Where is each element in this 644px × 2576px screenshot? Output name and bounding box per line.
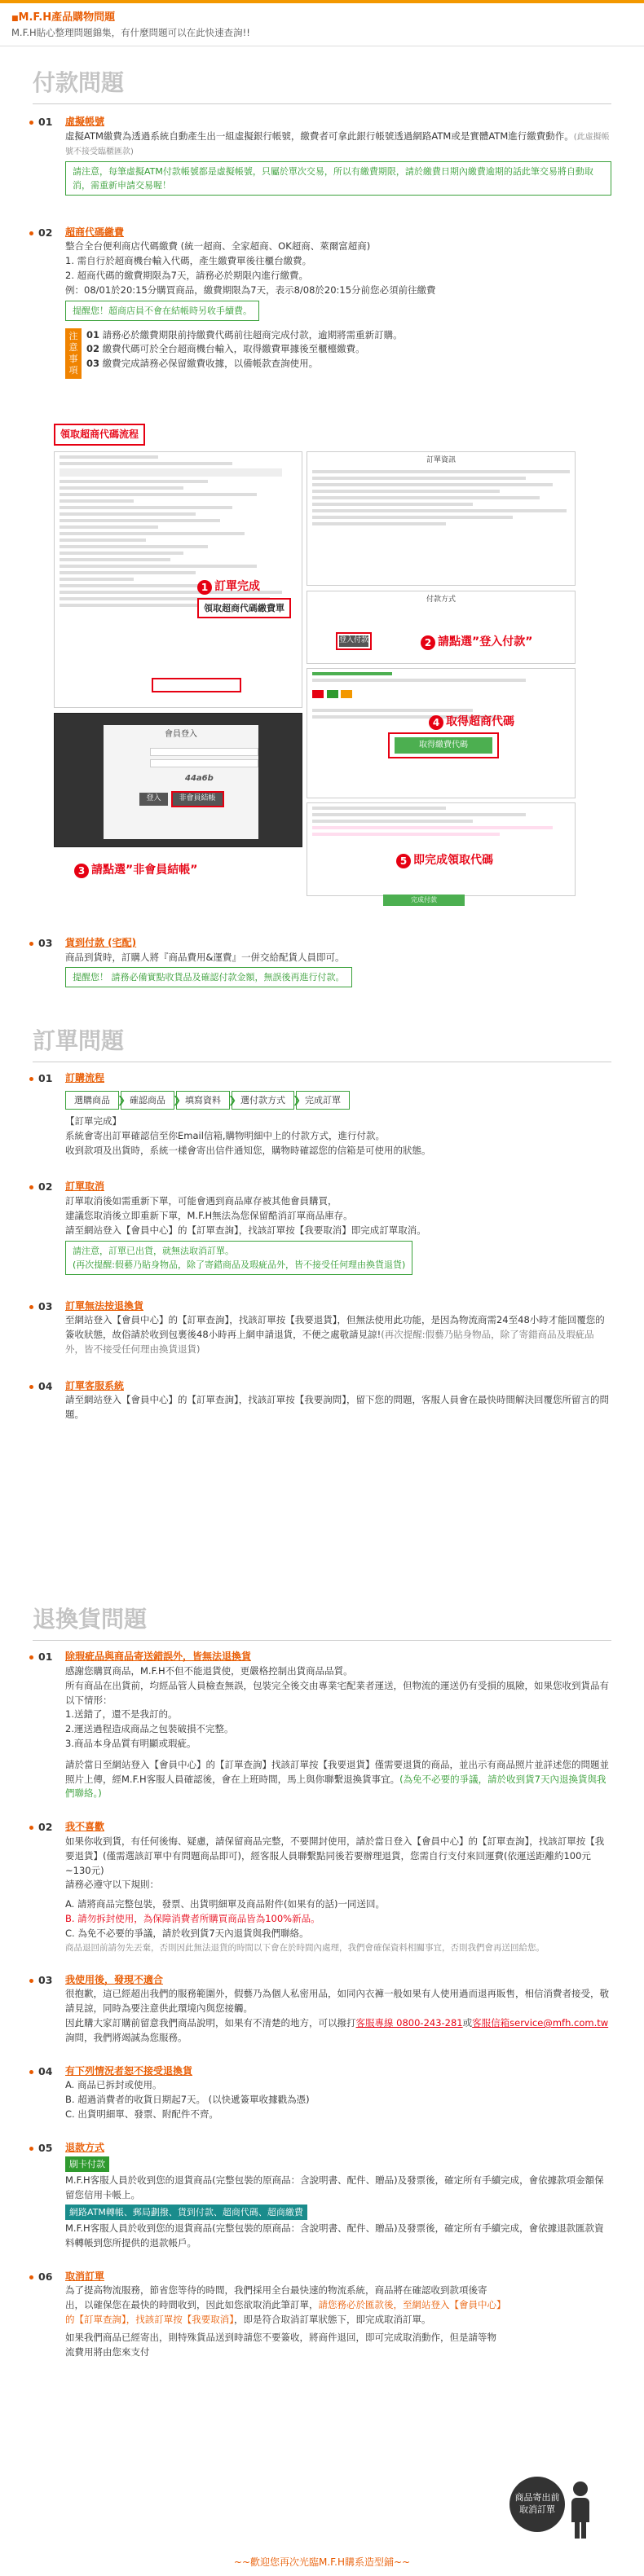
returns-item-2: [38, 1819, 611, 1954]
email-link[interactable]: 客服信箱service@mfh.com.tw: [472, 2017, 609, 2029]
item-title: 有下列情況者恕不接受退換貨: [65, 2064, 193, 2077]
warning-box: 注意事項 01 請務必於繳費期限前持繳費代碼前往超商完成付款，逾期將需重新訂購。 02 繳費代碼可於全台超商機台輸入，取得繳費單據後至櫃檯繳費。 03 繳費完成請務必保留繳費收據，以備帳款查詢使用。: [65, 328, 611, 379]
item-number: 05: [29, 2140, 52, 2156]
warning-line: 請務必於繳費期限前持繳費代碼前往超商完成付款，逾期將需重新訂購。: [102, 328, 403, 341]
item-note: 請注意，訂單已出貨，就無法取消訂單。 (再次提醒:假藝乃貼身物品，除了寄錯商品及瑕疵品外，皆不接受任何理由換貨退貨): [65, 1241, 412, 1275]
get-code-button[interactable]: 取得繳費代碼: [395, 737, 492, 754]
item-line: 訂單取消後如需重新下單，可能會遇到商品庫存被其他會員購買，: [65, 1195, 337, 1207]
person-body-icon: [571, 2498, 589, 2522]
rule: A. 請將商品完整包裝，發票、出貨明細單及商品附件(如果有的話)一同送回。: [65, 1898, 385, 1910]
rule: C. 為免不必要的爭議，請於收到貨7天內退貨與我們聯絡。: [65, 1927, 309, 1939]
credit-card-label: 刷卡付款: [65, 2156, 109, 2172]
item-text: 如果我們商品已經寄出，則特殊貨品送到時請您不要簽收，將商件退回，即可完成取消動作，但是請等物流費用將由您來支付: [65, 2331, 496, 2358]
item-number: 06: [29, 2269, 52, 2284]
item-title: 訂單無法按退換貨: [65, 1299, 144, 1312]
item-number: 02: [29, 1819, 52, 1835]
payment-method-panel: 付款方式: [307, 591, 576, 664]
item-text: 因此購大家訂購前留意我們商品說明，如果有不清楚的地方，可以撥打: [65, 2017, 356, 2029]
callout-complete: 5 即完成領取代碼: [396, 852, 493, 870]
footer-text: ~~歡迎您再次光臨M.F.H購系造型鋪~~: [233, 2556, 411, 2568]
orders-item-1: [38, 1070, 611, 1158]
transfer-label: 網路ATM轉帳、郵局劃撥、貨到付款、超商代碼、超商繳費: [65, 2205, 307, 2220]
callout-guest: 3 請點選”非會員結帳”: [74, 862, 197, 880]
item-title: 除瑕疵品與商品寄送錯誤外，皆無法退換貨: [65, 1651, 252, 1663]
person-head-icon: [573, 2481, 588, 2496]
item-note: 提醒您！超商店員不會在結帳時另收手續費。: [65, 301, 259, 321]
guest-checkout-button[interactable]: 非會員結帳: [173, 793, 223, 806]
item-line: 整合全台便利商店代碼繳費 (統一超商、全家超商、OK超商、萊爾富超商): [65, 240, 371, 253]
orders-item-4: [38, 1378, 611, 1422]
item-line: 1.送錯了，還不是我訂的。: [65, 1708, 178, 1721]
callout-get-code: 4 取得超商代碼: [429, 714, 514, 732]
login-modal: 會員登入 44a6b 登入 非會員結帳: [54, 713, 302, 847]
section-title-orders: 訂單問題: [33, 1018, 611, 1062]
item-line: 感謝您購買商品，M.F.H不但不能退貨使，更嚴格控制出貨商品品質。: [65, 1664, 353, 1677]
item-line: 2. 超商代碼的繳費期限為7天，請務必於期限內進行繳費。: [65, 269, 308, 281]
item-line: 2.運送過程造成商品之包裝破損不完整。: [65, 1723, 234, 1735]
item-note: 請注意，每筆虛擬ATM付款帳號都是虛擬帳號，只屬於單次交易，所以有繳費期限，請於繳費日期內繳費逾期的話此筆交易將自動取消，需重新申請交易喔！: [65, 161, 611, 196]
item-title: 虛擬帳號: [65, 116, 105, 128]
warning-line: 繳費代碼可於全台超商機台輸入，取得繳費單據後至櫃檯繳費。: [102, 343, 365, 355]
returns-item-6: 06 取消訂單 為了提高物流服務，節省您等待的時間，我們採用全台最快速的物流系統，商品將在確認收到款項後寄出，以確保您在最快的時間收到，因此如您欲取消此筆訂單，請您務必於匯款後，至網站登入【會員中心】的【訂單查詢】，找該訂單按【我要取消】，即是符合取消訂單狀態下，即完成取消訂單。 如果我們商品已經寄出，則特殊貨品送到時請您不要簽收，將商件退回，即可完成取消動作，但是請等物流費用將由您來支付: [65, 2269, 505, 2360]
item-number: 01: [29, 1070, 52, 1086]
order-complete-panel: [54, 451, 302, 708]
item-number: 03: [29, 1972, 52, 1988]
section-title-returns: 退換貨問題: [33, 1597, 611, 1641]
orders-item-3: [38, 1299, 611, 1357]
code-flow-illustration: [54, 424, 576, 896]
item-text-highlight: 請您務必於匯款後，至網站登入【會員中心】的【訂單查詢】，找該訂單按【我要取消】: [65, 2299, 501, 2325]
rule: C. 出貨明細單、發票、附配件不齊。: [65, 2108, 218, 2120]
returns-item-5: [38, 2140, 611, 2251]
item-text: 請至網站登入【會員中心】的【訂單查詢】，找該訂單按【我要詢問】，留下您的問題，客服人員會在最快時間解決回覆您所留言的問題。: [65, 1394, 609, 1421]
returns-item-4: [38, 2064, 611, 2122]
callout-get-code-box: 領取超商代碼繳費單: [197, 598, 291, 618]
item-foot: 商品退回前請勿先丟棄，否則因此無法退貨的時間以下會在於時間內處理，我們會確保資料相關事宜，否則我們會再送回給您。: [65, 1942, 545, 1953]
warning-label: 注意事項: [65, 328, 82, 379]
page-header: [0, 3, 644, 46]
item-text: 為了提高物流服務，節省您等待的時間，我們採用全台最快速的物流系統，商品將在確認收到款項後寄出，以確保您在最快的時間收到，因此如您欲取消此筆訂單，: [65, 2284, 487, 2311]
cancel-order-illustration: [509, 2477, 599, 2542]
item-text: 如果你收到貨，有任何後悔、疑慮，請保留商品完整，不要開封使用，請於當日登入【會員中心】的【訂單查詢】，找該訂單按【我要退貨】(僅需選該訂單中有問題商品即可)，經客服人員聯繫點同後若要辦理退貨，您需自行支付來回運費(依運送距離約100元~130元): [65, 1835, 605, 1876]
item-number: 01: [29, 1649, 52, 1664]
order-steps: [65, 1091, 611, 1110]
item-title: 超商代碼繳費: [65, 226, 125, 238]
item-line: 例：08/01於20:15分購買商品，繳費期限為7天，表示8/08於20:15分前您必須前往繳費: [65, 284, 436, 296]
item-text: 請於當日至網站登入【會員中心】的【訂單查詢】找該訂單按【我要退貨】僅需要退貨的商品，並出示有商品照片並詳述您的問題並照片上傳，經M.F.H客服人員確認後，會在上班時間，馬上與你聯繫退換貨事宜。: [65, 1758, 609, 1785]
rule: A. 商品已拆封或使用。: [65, 2079, 162, 2091]
item-line: 請至網站登入【會員中心】的【訂單查詢】，找該訂單按【我要取消】即完成訂單取消。: [65, 1224, 426, 1236]
item-line: 3.商品本身品質有明顯或瑕疵。: [65, 1738, 196, 1750]
item-text: M.F.H客服人員於收到您的退貨商品(完整包裝的原商品：含說明書、配件、贈品)及發票後，確定所有手續完成，會依據退款匯款資料轉帳到您所提供的退款帳戶。: [65, 2222, 604, 2249]
item-line: 所有商品在出貨前，均經品管人員檢查無誤，包裝完全後交由專業宅配業者運送，但物流的運送仍有受損的風險，如果您收到貨品有以下情形：: [65, 1679, 609, 1706]
item-text: 商品到貨時，訂購人將『商品費用&運費』一併交給配貨人員即可。: [65, 951, 345, 963]
orders-section: [0, 1018, 644, 1422]
item-text-green: (為免不必要的爭議，請於收到貨7天內退換貨與我們聯絡。): [65, 1773, 607, 1800]
item-text-small: (此虛擬帳號不接受臨櫃匯款): [65, 132, 610, 156]
item-number: 03: [29, 935, 52, 951]
complete-payment-button[interactable]: 完成付款: [383, 895, 465, 906]
page-title: ■ M.F.H產品購物問題: [11, 10, 633, 26]
payment-item-3: [38, 935, 611, 990]
item-number: 01: [29, 114, 52, 130]
step: 填寫資料 ❯: [176, 1091, 230, 1110]
item-line: 建議您取消後立即重新下單，M.F.H無法為您保留酷消訂單商品庫存。: [65, 1209, 353, 1221]
callout-login-pay: 2 請點選”登入付款”: [421, 634, 532, 652]
payment-section: [0, 60, 644, 379]
item-number: 02: [29, 225, 52, 240]
phone-link[interactable]: 客服專線 0800-243-281: [355, 2017, 463, 2029]
step: 完成訂單: [296, 1091, 350, 1110]
item-text: M.F.H客服人員於收到您的退貨商品(完整包裝的原商品：含說明書、配件、贈品)及發票後，確定所有手續完成，會依據款項金額保留您信用卡帳上。: [65, 2174, 604, 2201]
item-title: 我使用後，發現不適合: [65, 1973, 164, 1985]
rule: B. 超過消費者的收貨日期起7天。 (以快遞簽單收據戳為憑): [65, 2094, 310, 2106]
step: 選付款方式 ❯: [232, 1091, 294, 1110]
item-number: 04: [29, 1378, 52, 1394]
item-subtitle: 【訂單完成】: [65, 1115, 121, 1128]
item-title: 貨到付款 (宅配): [65, 937, 137, 948]
item-number: 04: [29, 2064, 52, 2079]
item-title: 我不喜歡: [65, 1821, 105, 1833]
callout-order-complete: 1 訂單完成: [197, 578, 260, 596]
item-title: 退款方式: [65, 2141, 105, 2153]
returns-section: [0, 1597, 644, 2359]
order-info-panel: 訂單資訊: [307, 451, 576, 586]
flow-label: 領取超商代碼流程: [54, 424, 145, 446]
item-title: 訂單取消: [65, 1180, 105, 1193]
payment-item-1: [38, 114, 611, 195]
warning-line: 繳費完成請務必保留繳費收據，以備帳款查詢使用。: [102, 358, 319, 370]
payment-item-2: [38, 225, 611, 379]
returns-item-3: 03 我使用後，發現不適合 很抱歉，這已經超出我們的服務範圍外，假藝乃為個人私密用品，如同內衣褲一般如果有人使用過而退再販售，相信消費者接受，敬請見諒，同時為要注意供此環境內與您接觸。 因此購大家訂購前留意我們商品說明，如果有不清楚的地方，可以撥打客服專線 0800-243-281或客服信箱service@mfh.com.tw詢問，我們將竭誠為您服務。: [65, 1972, 611, 2046]
item-number: 03: [29, 1299, 52, 1314]
section-title-payment: 付款問題: [33, 60, 611, 104]
item-line: 系統會寄出訂單確認信至你Email信箱,購物明細中上的付款方式，進行付款。: [65, 1129, 386, 1141]
step: 選購商品 ❯: [65, 1091, 119, 1110]
login-pay-button[interactable]: 登入付款: [339, 635, 368, 647]
item-line: 1. 需自行於超商機台輸入代碼，產生繳費單後往櫃台繳費。: [65, 255, 312, 267]
get-code-highlight: [152, 678, 241, 692]
item-title: 訂購流程: [65, 1072, 105, 1084]
payment-item-3-wrap: [0, 935, 644, 990]
item-number: 02: [29, 1179, 52, 1194]
item-title: 取消訂單: [65, 2270, 105, 2282]
cancel-bubble: 商品寄出前 取消訂單: [509, 2477, 565, 2532]
item-title: 訂單客服系統: [65, 1379, 125, 1391]
step: 確認商品 ❯: [121, 1091, 174, 1110]
rule: B. 請勿拆封使用，為保障消費者所購買商品皆為100%新品。: [65, 1912, 320, 1924]
item-line: 收到款項及出貨時，系統一樣會寄出信件通知您，購物時確認您的信箱是可使用的狀態。: [65, 1144, 431, 1156]
returns-item-1: [38, 1649, 611, 1801]
item-text: 請務必遵守以下規則：: [65, 1879, 159, 1891]
orders-item-2: [38, 1179, 611, 1277]
receipt-panel: [307, 802, 576, 896]
page-subtitle: M.F.H貼心整理問題錦集，有什麼問題可以在此快速查詢!!: [11, 27, 250, 39]
item-text: 至網站登入【會員中心】的【訂單查詢】，找該訂單按【我要退貨】，但無法使用此功能，是因為物流商需24至48小時才能回覆您的簽收狀態，故俗請於收到包裹後48小時再上網申請退貨，不便之處敬請見諒!: [65, 1314, 605, 1340]
item-note: 提醒您！ 請務必備實點收貨品及確認付款金額，無誤後再進行付款。: [65, 967, 352, 987]
item-text: 虛擬ATM繳費為透過系統自動產生出一組虛擬銀行帳號，繳費者可拿此銀行帳號透過網路ATM或是實體ATM進行繳費動作。: [65, 130, 574, 142]
item-text: 很抱歉，這已經超出我們的服務範圍外，假藝乃為個人私密用品，如同內衣褲一般如果有人使用過而退再販售，相信消費者接受，敬請見諒，同時為要注意供此環境內與您接觸。: [65, 1988, 609, 2015]
item-text-small: (再次提醒:假藝乃貼身物品，除了寄錯商品及瑕疵品外，皆不接受任何理由換貨退貨): [65, 1329, 594, 1355]
